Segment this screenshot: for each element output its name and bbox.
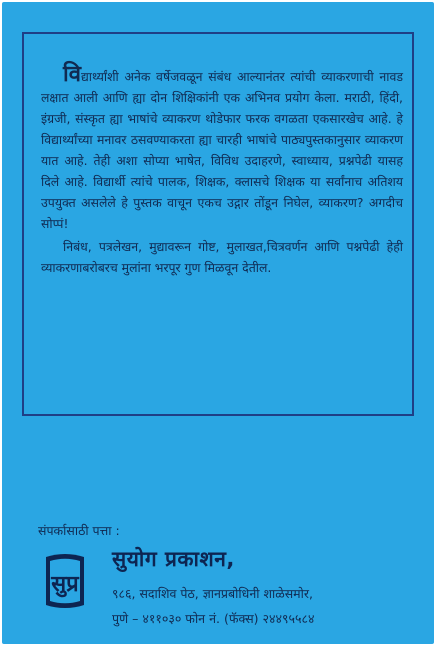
publisher-phone: पुणे – ४११०३० फोन नं. (फॅक्स) २४४९५५८४ [112,611,315,626]
back-cover [2,2,434,644]
contact-label: संपर्कासाठी पत्ता : [38,523,120,538]
drop-cap: वि [63,62,81,87]
blurb-paragraph-1-text: द्यार्थ्यांशी अनेक वर्षेजवळून संबंध आल्यानंतर त्यांची व्याकरणाची नावड लक्षात आली आणि ह्या दोन शिक्षिकांनी एक अभिनव प्रयोग केला. मराठी, हिंदी, इंग्रजी, संस्कृत ह्या भाषांचे व्याकरण थोडेफार फरक वगळता एकसारखेच आहे. हे विद्यार्थ्यांच्या मनावर ठसवण्याकरता ह्या चारही भाषांचे पाठ्यपुस्तकानुसार व्याकरण यात आहे. तेही अशा सोप्या भाषेत, विविध उदाहरणे, स्वाध्याय, प्रश्नपेढी यासह दिले आहे. विद्यार्थी त्यांचे पालक, शिक्षक, क्लासचे शिक्षक या सर्वांनाच अतिशय उपयुक्त असलेले हे पुस्तक वाचून एकच उद्गार तोंडून निघेल, व्याकरण? अगदीच सोप्पं! [41,69,403,231]
publisher-logo-glyph: सुप्र [51,572,79,597]
blurb-paragraph-2: निबंध, पत्रलेखन, मुद्यावरून गोष्ट, मुलाखत,चित्रवर्णन आणि पश्नपेढी हेही व्याकरणाबरोबरच मुलांना भरपूर गुण मिळवून देतील. [41,239,403,275]
blurb-paragraph-1 [41,62,403,234]
blurb-text [41,62,403,278]
publisher-address: ९८६, सदाशिव पेठ, ज्ञानप्रबोधिनी शाळेसमोर, [112,586,313,601]
publisher-logo [38,553,90,611]
publisher-name: सुयोग प्रकाशन, [112,547,235,571]
